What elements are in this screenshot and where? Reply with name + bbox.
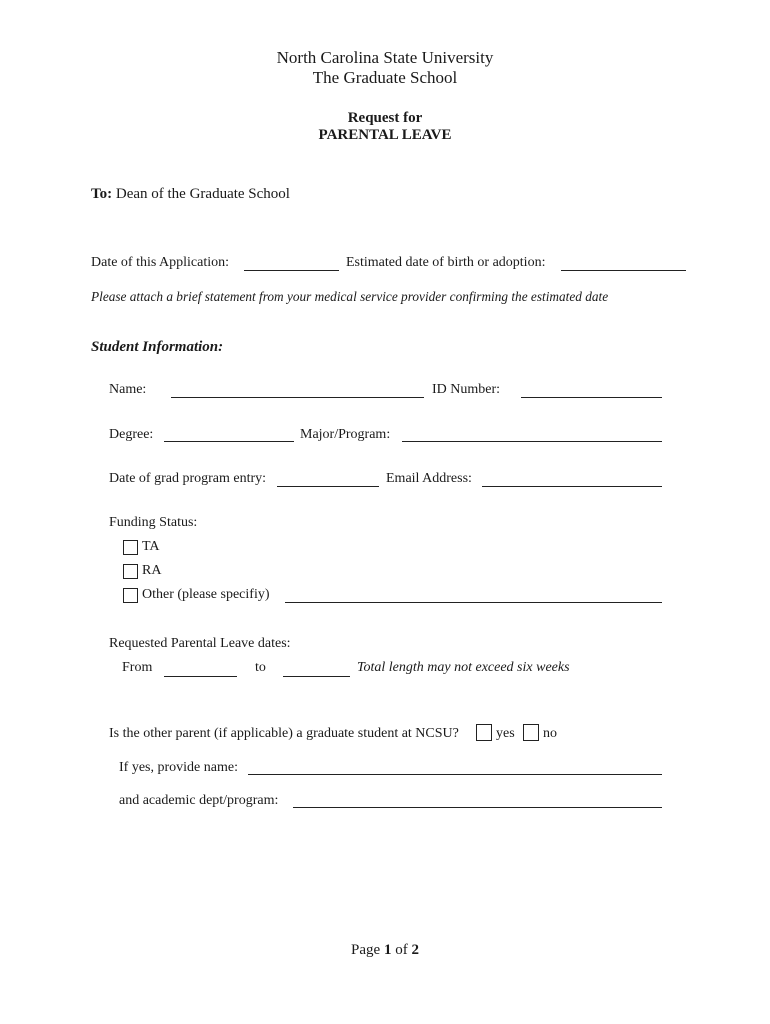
email-label: Email Address: [386, 471, 472, 486]
no-checkbox[interactable] [523, 724, 539, 741]
id-number-label: ID Number: [432, 382, 501, 397]
school-name: The Graduate School [312, 68, 458, 87]
to-value: Dean of the Graduate School [115, 186, 290, 202]
other-parent-name-field[interactable] [248, 774, 662, 775]
yes-label: yes [496, 726, 515, 741]
of-word: of [395, 942, 408, 958]
other-funding-field[interactable] [285, 602, 662, 603]
to-line [91, 186, 290, 203]
degree-field[interactable] [164, 441, 294, 442]
ta-checkbox[interactable] [123, 540, 138, 555]
academic-dept-label: and academic dept/program: [119, 793, 279, 808]
application-date-label: Date of this Application: [91, 255, 230, 270]
birth-date-label: Estimated date of birth or adoption: [346, 255, 546, 270]
funding-status-label: Funding Status: [109, 515, 198, 530]
no-label: no [543, 726, 557, 741]
academic-dept-field[interactable] [293, 807, 662, 808]
birth-date-field[interactable] [561, 270, 686, 271]
name-label: Name: [109, 382, 147, 397]
from-label: From [122, 660, 153, 675]
six-weeks-note: Total length may not exceed six weeks [357, 660, 570, 675]
other-funding-checkbox[interactable] [123, 588, 138, 603]
ta-label: TA [142, 539, 160, 554]
other-parent-question: Is the other parent (if applicable) a graduate student at NCSU? [109, 726, 459, 741]
to-date-label: to [255, 660, 266, 675]
email-field[interactable] [482, 486, 662, 487]
program-entry-label: Date of grad program entry: [109, 471, 267, 486]
program-entry-field[interactable] [277, 486, 379, 487]
ra-checkbox[interactable] [123, 564, 138, 579]
other-funding-label: Other (please specifiy) [142, 587, 270, 602]
leave-dates-label: Requested Parental Leave dates: [109, 636, 291, 651]
leave-from-field[interactable] [164, 676, 237, 677]
application-date-field[interactable] [244, 270, 339, 271]
yes-checkbox[interactable] [476, 724, 492, 741]
form-title: PARENTAL LEAVE [318, 127, 452, 143]
medical-statement-note: Please attach a brief statement from your medical service provider confirming the estimated date [91, 289, 609, 304]
id-number-field[interactable] [521, 397, 662, 398]
major-program-label: Major/Program: [300, 427, 391, 442]
ra-label: RA [142, 563, 162, 578]
student-info-heading: Student Information: [91, 339, 224, 355]
leave-to-field[interactable] [283, 676, 350, 677]
other-parent-name-label: If yes, provide name: [119, 760, 238, 775]
request-for-heading: Request for [347, 110, 423, 126]
university-name: North Carolina State University [276, 48, 494, 67]
page-number [0, 942, 770, 959]
page-total: 2 [411, 942, 419, 958]
degree-label: Degree: [109, 427, 154, 442]
to-label: To: [91, 186, 113, 202]
major-program-field[interactable] [402, 441, 662, 442]
page-word: Page [351, 942, 381, 958]
name-field[interactable] [171, 397, 424, 398]
page-current: 1 [383, 942, 392, 958]
